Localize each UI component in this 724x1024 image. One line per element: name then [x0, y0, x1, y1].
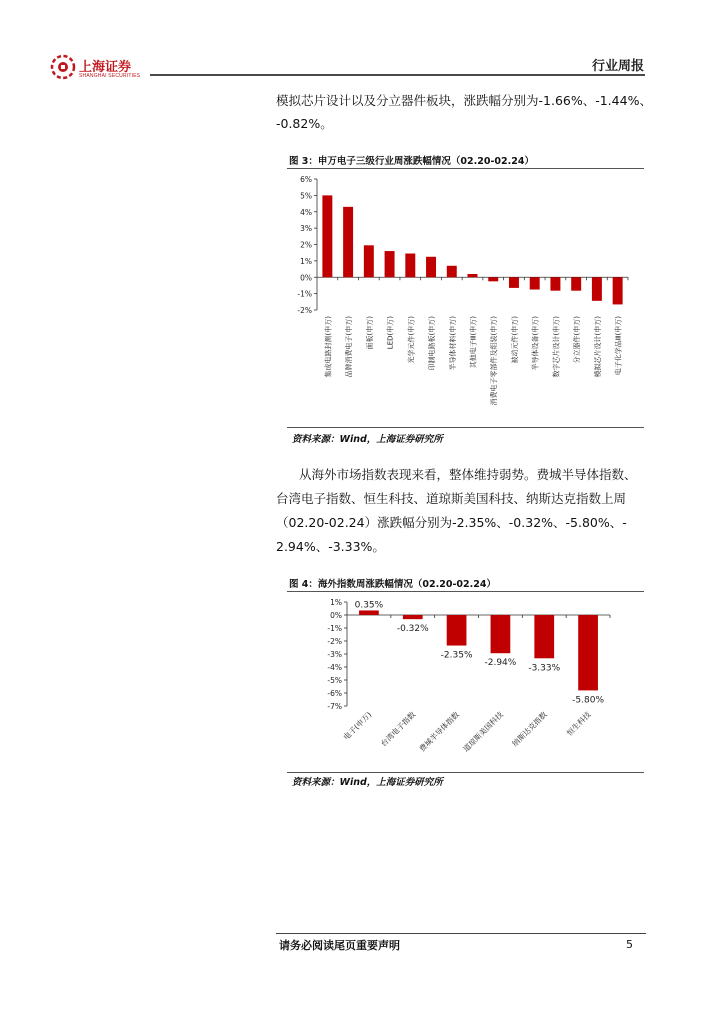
- report-type-title: 行业周报: [591, 59, 644, 74]
- logo-mark-icon: [50, 54, 76, 80]
- category-label: 电子化学品Ⅲ(申万): [614, 316, 623, 376]
- logo-chinese-name: 上海证券: [79, 60, 132, 75]
- y-tick-label: 1%: [330, 598, 342, 607]
- y-tick-label: -2%: [297, 306, 312, 315]
- category-label: 被动元件(申万): [510, 316, 519, 364]
- logo-english-name: SHANGHAI SECURITIES: [79, 73, 141, 79]
- footer-disclaimer: 请务必阅读尾页重要声明: [279, 939, 400, 952]
- paragraph-2-line-2: 台湾电子指数、恒生科技、道琼斯美国科技、纳斯达克指数上周: [276, 491, 627, 506]
- bar: [364, 245, 374, 277]
- category-label: 品牌消费电子(申万): [345, 316, 354, 378]
- category-label: 道琼斯美国科技: [461, 710, 505, 754]
- bar: [571, 277, 581, 290]
- y-tick-label: -2%: [327, 637, 342, 646]
- data-label: 0.35%: [354, 600, 384, 611]
- paragraph-2-line-3: （02.20-02.24）涨跌幅分别为-2.35%、-0.32%、-5.80%、-: [276, 515, 627, 530]
- bar: [405, 254, 415, 278]
- y-tick-label: 6%: [300, 175, 312, 184]
- footer-divider: [276, 933, 646, 934]
- category-label: 光学元件(申万): [407, 316, 416, 364]
- y-tick-label: 0%: [330, 611, 342, 620]
- y-tick-label: 4%: [300, 207, 312, 217]
- figure-4-title: 图 4：海外指数周涨跌幅情况（02.20-02.24）: [289, 579, 496, 590]
- bar: [530, 277, 540, 289]
- y-tick-label: -3%: [327, 650, 342, 659]
- bar: [322, 195, 332, 277]
- category-label: 数字芯片设计(申万): [552, 316, 561, 378]
- bar: [488, 277, 498, 281]
- y-tick-label: 2%: [300, 240, 312, 250]
- bar: [447, 615, 467, 646]
- bar: [385, 251, 395, 277]
- data-label: -0.32%: [396, 624, 429, 635]
- y-tick-label: -1%: [327, 624, 342, 633]
- y-tick-label: -7%: [327, 702, 342, 711]
- bar: [468, 274, 478, 277]
- category-label: 台湾电子指数: [378, 710, 418, 749]
- data-label: -2.35%: [440, 650, 473, 661]
- bar: [343, 207, 353, 277]
- bar: [447, 266, 457, 277]
- category-label: 半导体材料(申万): [448, 316, 457, 371]
- category-label: 分立器件(申万): [573, 316, 582, 364]
- category-label: 纳斯达克指数: [510, 710, 549, 749]
- figure-3-top-rule: [287, 168, 644, 169]
- y-tick-label: -4%: [327, 663, 342, 672]
- bar: [613, 277, 623, 304]
- figure-3-bar-chart: [280, 170, 650, 425]
- figure-4-bar-chart: [280, 593, 650, 771]
- bar: [578, 615, 598, 690]
- paragraph-1-line-2: -0.82%。: [276, 116, 333, 131]
- bar: [426, 257, 436, 277]
- category-label: 半导体设备(申万): [531, 316, 540, 371]
- figure-3-source: 资料来源：Wind，上海证券研究所: [292, 434, 443, 445]
- y-tick-label: 3%: [300, 224, 312, 234]
- figure-4-bottom-rule: [287, 772, 644, 773]
- y-tick-label: -1%: [297, 289, 312, 299]
- category-label: 模拟芯片设计(申万): [593, 316, 602, 378]
- category-label: 恒生科技: [564, 710, 593, 738]
- figure-4-source: 资料来源：Wind，上海证券研究所: [292, 777, 443, 788]
- y-tick-label: -6%: [327, 689, 342, 698]
- bar: [403, 615, 423, 619]
- category-label: 电子(申万): [341, 710, 374, 742]
- bar: [509, 277, 519, 288]
- paragraph-1-line-1: 模拟芯片设计以及分立器件板块，涨跌幅分别为-1.66%、-1.44%、: [276, 93, 652, 108]
- figure-4-top-rule: [287, 591, 644, 592]
- category-label: 面板(申万): [365, 316, 374, 350]
- y-tick-label: 0%: [300, 273, 312, 283]
- category-label: 消费电子零部件及组装(申万): [490, 316, 499, 406]
- figure-3-title: 图 3：申万电子三级行业周涨跌幅情况（02.20-02.24）: [289, 156, 534, 167]
- paragraph-2-line-4: 2.94%、-3.33%。: [276, 539, 385, 554]
- category-label: 印制电路板(申万): [428, 316, 437, 371]
- category-label: 其他电子Ⅲ(申万): [469, 316, 478, 369]
- company-logo: [50, 54, 150, 82]
- bar: [491, 615, 511, 653]
- category-label: LED(申万): [386, 316, 395, 350]
- data-label: -2.94%: [484, 658, 517, 669]
- header-divider: [150, 74, 645, 76]
- data-label: -5.80%: [572, 695, 605, 706]
- figure-3-bottom-rule: [287, 427, 644, 428]
- bar: [359, 610, 379, 615]
- paragraph-2-line-1: 从海外市场指数表现来看，整体维持弱势。费城半导体指数、: [299, 467, 637, 482]
- bar: [592, 277, 602, 301]
- category-label: 费城半导体指数: [417, 710, 461, 754]
- bar: [534, 615, 554, 658]
- data-label: -3.33%: [528, 663, 561, 674]
- y-tick-label: -5%: [327, 676, 342, 685]
- bar: [550, 277, 560, 290]
- y-tick-label: 5%: [300, 191, 312, 201]
- category-label: 集成电路封测(申万): [324, 316, 333, 378]
- page-number: 5: [626, 938, 633, 951]
- y-tick-label: 1%: [300, 256, 312, 266]
